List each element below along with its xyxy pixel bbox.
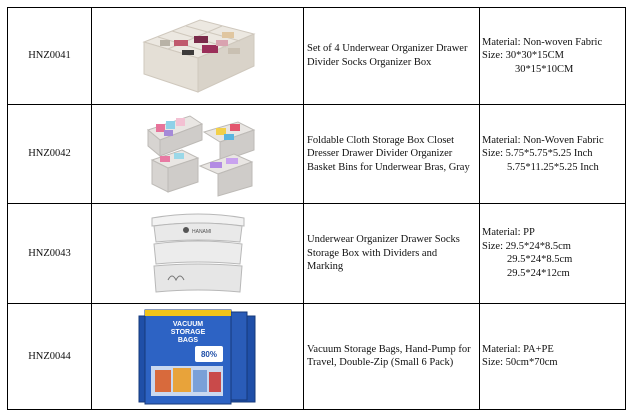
product-table: [7, 7, 626, 410]
bag-title-line-3: BAGS: [177, 337, 198, 345]
plastic-storage-boxes-image: [146, 208, 250, 298]
product-image-cell: [92, 104, 304, 203]
product-image-cell: [92, 203, 304, 303]
badge-text: 80%: [200, 350, 217, 360]
product-code: HNZ0044: [8, 303, 92, 409]
product-description: Vacuum Storage Bags, Hand-Pump for Travel, Double-Zip (Small 6 Pack): [304, 303, 480, 409]
box-brand-text: HANAMI: [191, 229, 211, 236]
vacuum-storage-bags-image: [137, 306, 259, 406]
product-spec: Material: PP Size: 29.5*24*8.5cm 29.5*24*8.5cm 29.5*24*12cm: [480, 203, 626, 303]
product-description: Foldable Cloth Storage Box Closet Dresser Drawer Divider Organizer Basket Bins for Underwear Bras, Gray: [304, 104, 480, 203]
product-image-cell: [92, 8, 304, 105]
product-description: Underwear Organizer Drawer Socks Storage Box with Dividers and Marking: [304, 203, 480, 303]
fabric-drawer-organizer-image: [138, 12, 258, 100]
bag-title-line-2: STORAGE: [170, 329, 205, 337]
bag-title-line-1: VACUUM: [172, 321, 203, 329]
foldable-storage-bins-image: [138, 110, 258, 198]
product-spec: Material: Non-woven Fabric Size: 30*30*15CM 30*15*10CM: [480, 8, 626, 105]
product-code: HNZ0041: [8, 8, 92, 105]
table-row: [8, 303, 626, 409]
table-row: [8, 104, 626, 203]
product-code: HNZ0042: [8, 104, 92, 203]
product-description: Set of 4 Underwear Organizer Drawer Divider Socks Organizer Box: [304, 8, 480, 105]
product-code: HNZ0043: [8, 203, 92, 303]
product-image-cell: [92, 303, 304, 409]
table-row: [8, 203, 626, 303]
product-spec: Material: PA+PE Size: 50cm*70cm: [480, 303, 626, 409]
table-row: [8, 8, 626, 105]
product-spec: Material: Non-Woven Fabric Size: 5.75*5.75*5.25 Inch 5.75*11.25*5.25 Inch: [480, 104, 626, 203]
